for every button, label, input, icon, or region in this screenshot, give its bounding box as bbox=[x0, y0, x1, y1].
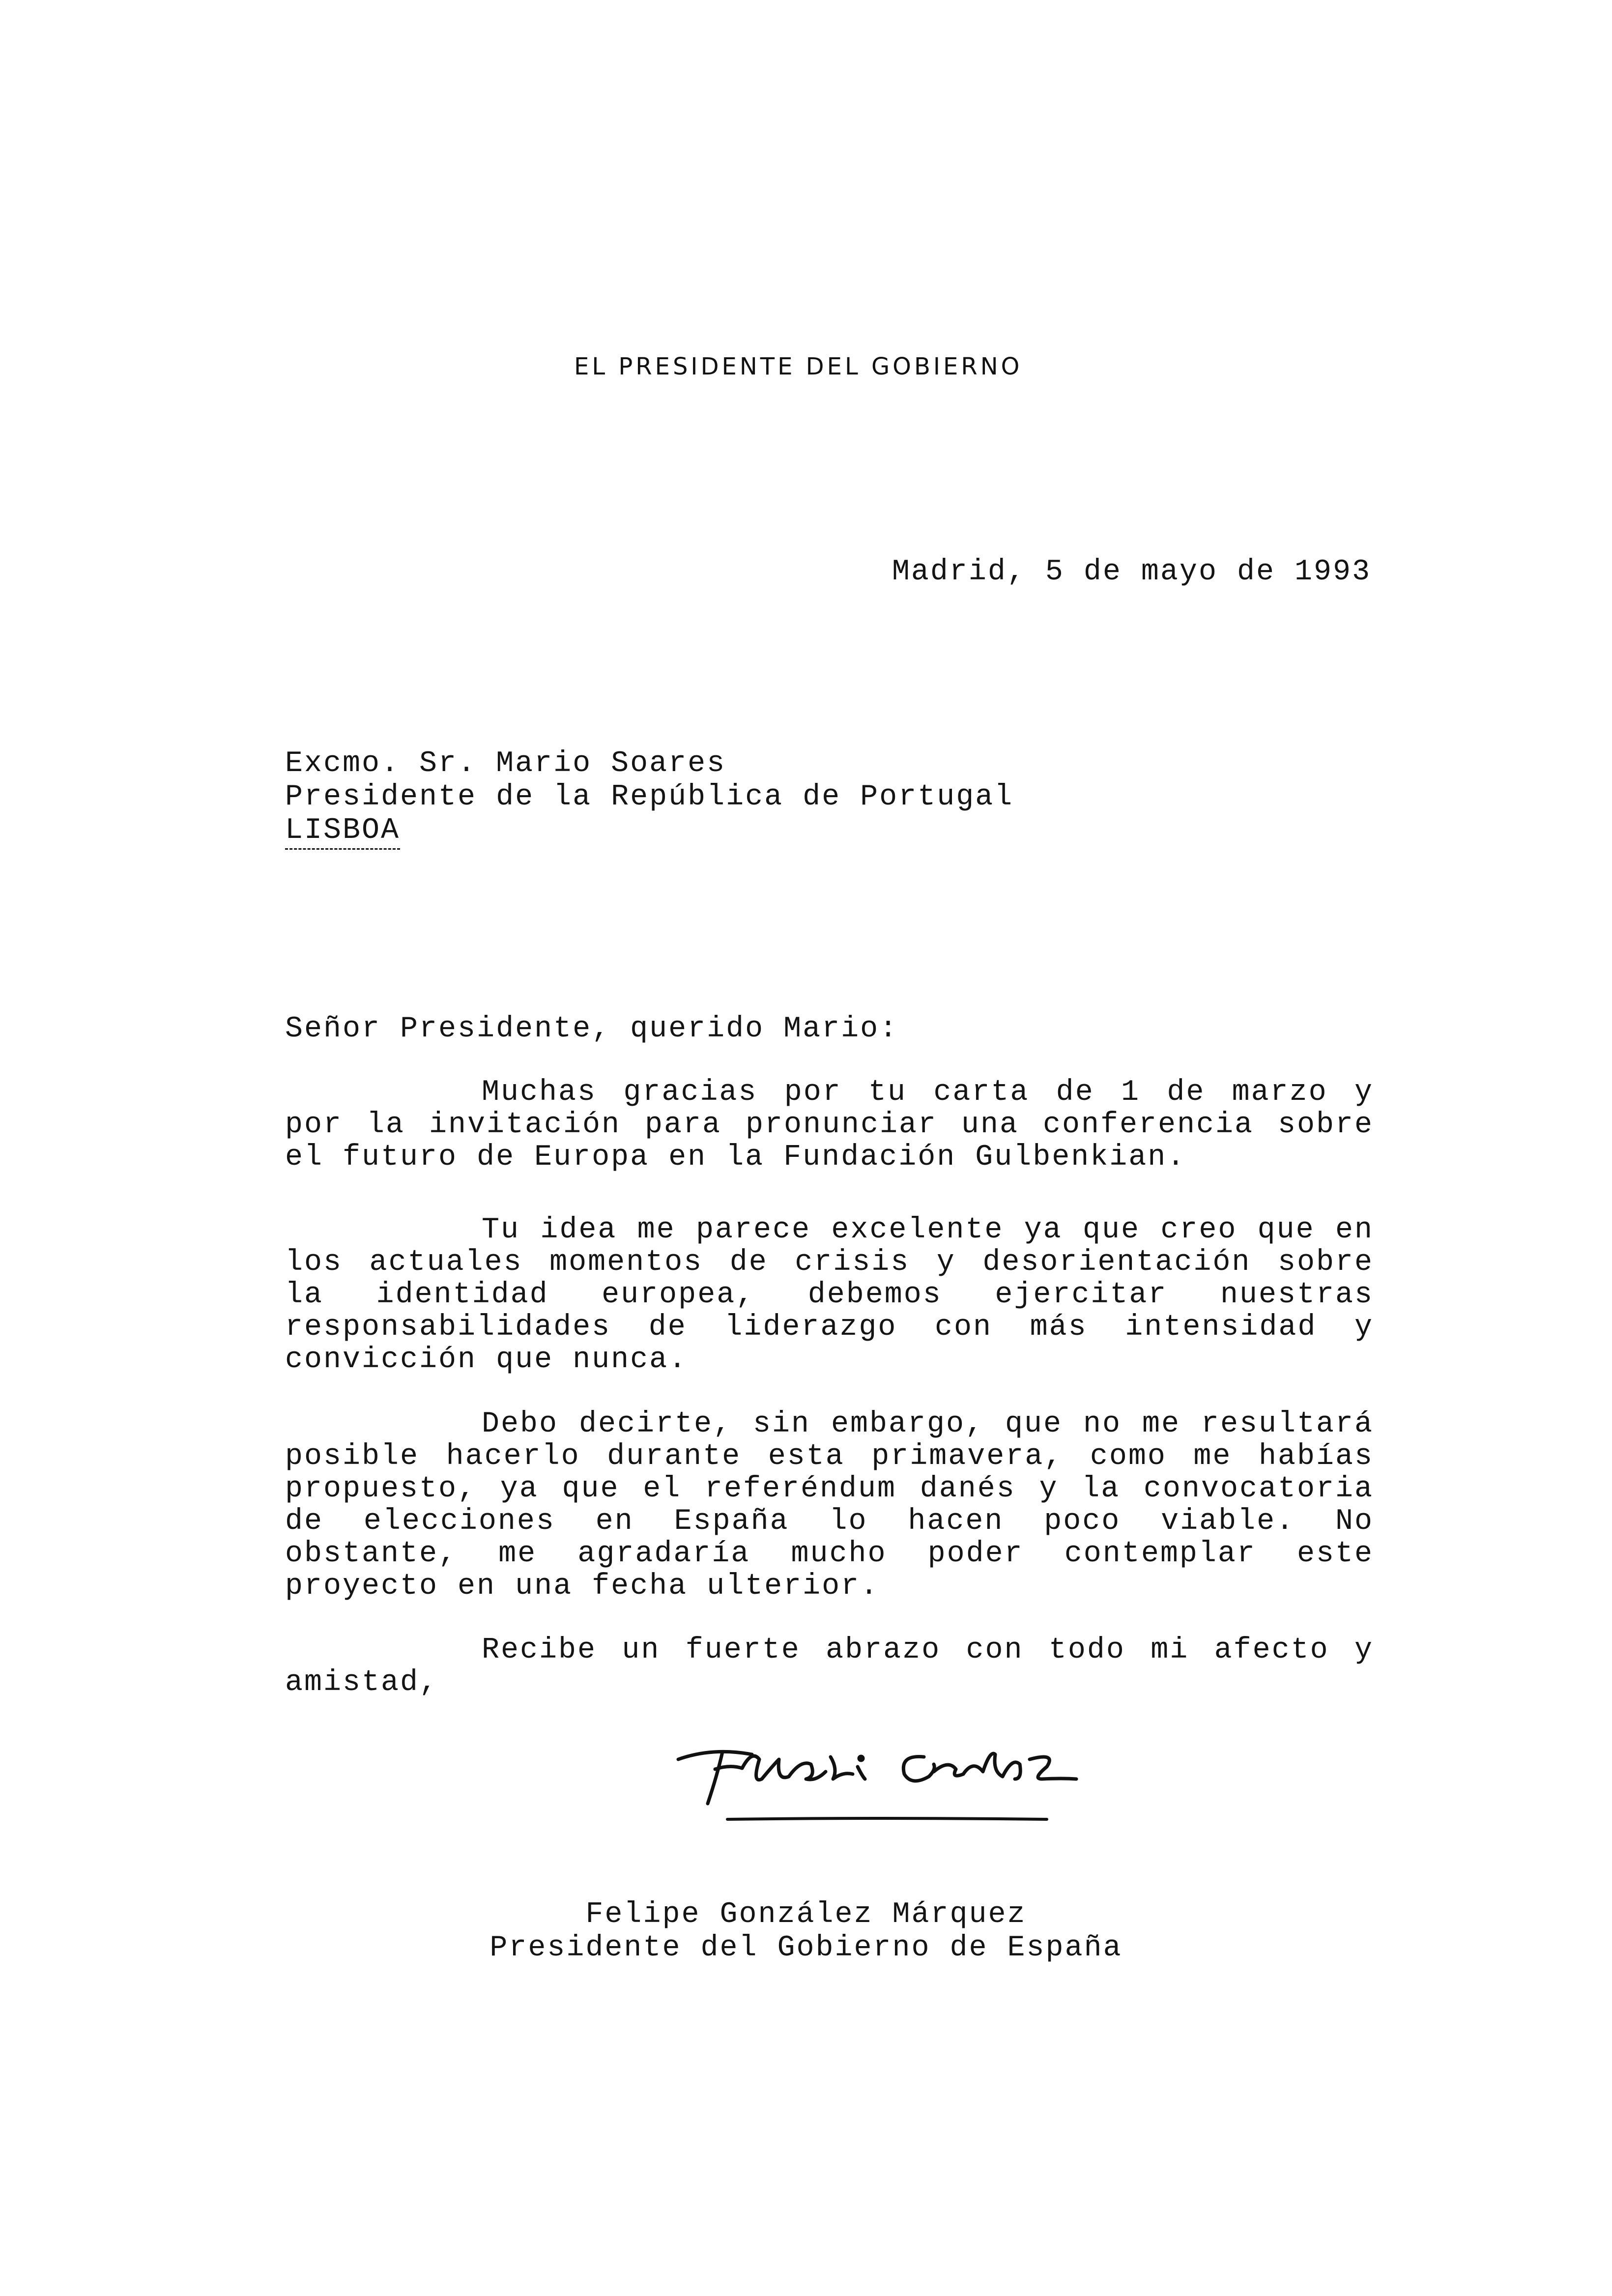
recipient-address bbox=[285, 747, 1013, 850]
body-paragraph: Debo decirte, sin embargo, que no me resultará posible hacerlo durante esta primavera, como me habías propuesto, ya que el referéndum danés y la convocatoria de elecciones en España lo hacen poco viable. No obstante, me agradaría mucho poder contemplar este proyecto en una fecha ulterior. bbox=[285, 1407, 1374, 1603]
salutation: Señor Presidente, querido Mario: bbox=[285, 1012, 899, 1046]
handwritten-signature bbox=[668, 1730, 1086, 1828]
body-paragraph: Muchas gracias por tu carta de 1 de marzo y por la invitación para pronunciar una conferencia sobre el futuro de Europa en la Fundación Gulbenkian. bbox=[285, 1076, 1374, 1174]
recipient-name: Excmo. Sr. Mario Soares bbox=[285, 747, 726, 780]
letterhead: EL PRESIDENTE DEL GOBIERNO bbox=[574, 353, 1023, 380]
signer-name: Felipe González Márquez bbox=[585, 1898, 1027, 1931]
recipient-title: Presidente de la República de Portugal bbox=[285, 780, 1014, 814]
recipient-city: LISBOA bbox=[285, 814, 400, 850]
letter-date: Madrid, 5 de mayo de 1993 bbox=[892, 555, 1371, 589]
closing-paragraph: Recibe un fuerte abrazo con todo mi afecto y amistad, bbox=[285, 1634, 1374, 1699]
signer-title: Presidente del Gobierno de España bbox=[489, 1931, 1123, 1965]
signer-block bbox=[0, 1898, 1612, 1965]
body-paragraph: Tu idea me parece excelente ya que creo que en los actuales momentos de crisis y desorientación sobre la identidad europea, debemos ejercitar nuestras responsabilidades de liderazgo con más intensidad y convicción que nunca. bbox=[285, 1213, 1374, 1377]
